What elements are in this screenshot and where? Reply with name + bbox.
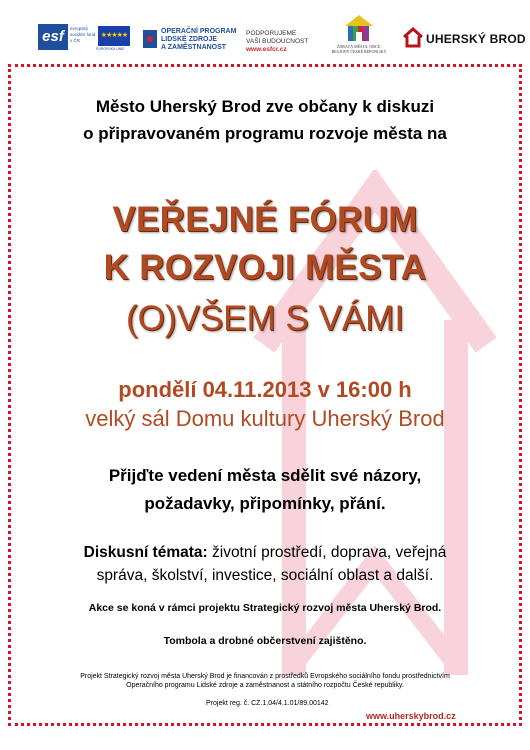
invite-line-1: Přijďte vedení města sdělit své názory, — [108, 466, 422, 485]
title-line-1: VEŘEJNÉ FÓRUM — [112, 200, 418, 239]
project-note: Akce se koná v rámci projektu Strategický rozvoj města Uherský Brod. — [88, 602, 442, 614]
funding-line-1: Projekt Strategický rozvoj města Uherský Brod je financován z prostředků Evropského sociálního fondu prostřednictvím — [80, 673, 450, 680]
op-lzz-text — [161, 28, 236, 52]
esf-logo-subtitle: evropský sociální fond v ČR — [70, 26, 96, 43]
invite-line-2: požadavky, připomínky, přání. — [144, 494, 386, 513]
topics-line-1 — [0, 542, 530, 564]
topics-line-2: správa, školství, investice, sociální oblast a další. — [96, 567, 434, 584]
op-line-2: LIDSKÉ ZDROJE — [161, 36, 218, 43]
eu-stars-icon: ★★★★★ — [100, 32, 128, 39]
town-house-icon — [402, 26, 424, 48]
title-line-3: (O)VŠEM S VÁMI — [125, 299, 405, 338]
eu-logo — [98, 26, 132, 50]
uhersky-brod-logo — [402, 26, 526, 50]
op-lzz-icon — [143, 30, 157, 48]
eu-caption: EVROPSKÁ UNIE — [96, 47, 125, 51]
website-link[interactable]: www.uherskybrod.cz — [366, 711, 456, 721]
healthy-cities-text: ZDRAVÁ MĚSTA, OBCE, REGIONY ČESKÉ REPUBLIKY — [331, 44, 387, 54]
uhersky-brod-text: UHERSKÝ BROD — [426, 32, 526, 46]
op-line-3: A ZAMĚSTNANOST — [161, 44, 227, 51]
tombola-note: Tombola a drobné občerstvení zajištěno. — [163, 635, 367, 647]
title-line-2: K ROZVOJI MĚSTA — [103, 248, 427, 287]
event-date: pondělí 04.11.2013 v 16:00 h — [118, 377, 412, 402]
esf-logo-mark: esf — [38, 24, 68, 50]
healthy-cities-logo — [330, 14, 388, 60]
healthy-cities-house-icon — [344, 14, 374, 42]
funding-line-2: Operačního programu Lidské zdroje a zaměstnanost a státního rozpočtu České republiky. — [126, 682, 404, 689]
intro-line-2: o připravovaném programu rozvoje města na — [83, 124, 447, 143]
support-line-1: PODPORUJEME — [246, 30, 297, 37]
event-venue: velký sál Domu kultury Uherský Brod — [85, 406, 445, 431]
support-logo — [246, 30, 308, 54]
support-line-2: VAŠI BUDOUCNOST — [246, 38, 309, 45]
logo-header — [0, 0, 530, 64]
intro-line-1: Město Uherský Brod zve občany k diskuzi — [95, 97, 435, 116]
topics-line-1-rest: životní prostředí, doprava, veřejná — [207, 544, 447, 561]
support-url: www.esfcr.cz — [246, 46, 287, 53]
topics-label: Diskusní témata: — [83, 544, 208, 561]
registration-number: Projekt reg. č. CZ.1.04/4.1.01/89.00142 — [206, 700, 329, 707]
op-line-1: OPERAČNÍ PROGRAM — [161, 28, 237, 35]
esf-logo — [38, 24, 98, 50]
op-lzz-logo — [143, 28, 243, 52]
